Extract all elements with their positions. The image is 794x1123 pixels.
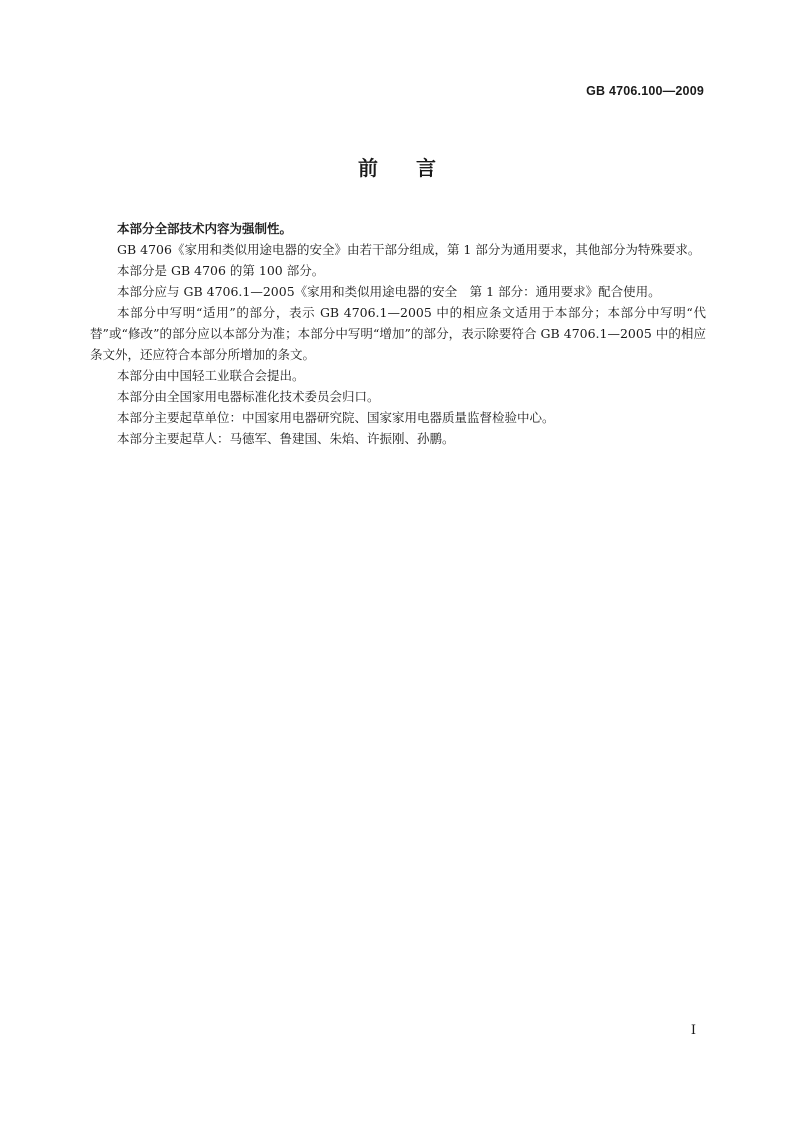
- paragraph-drafting-units: 本部分主要起草单位：中国家用电器研究院、国家家用电器质量监督检验中心。: [117, 410, 555, 425]
- paragraph-part-number: 本部分是 GB 4706 的第 100 部分。: [117, 263, 325, 278]
- document-body: [90, 218, 706, 449]
- standard-code: GB 4706.100—2009: [586, 84, 704, 98]
- paragraph-mandatory-statement: 本部分全部技术内容为强制性。: [117, 221, 293, 236]
- paragraph-composition: GB 4706《家用和类似用途电器的安全》由若干部分组成，第 1 部分为通用要求，其他部分为特殊要求。: [117, 242, 701, 257]
- paragraph-proposed-by: 本部分由中国轻工业联合会提出。: [117, 368, 305, 383]
- paragraph-drafters: 本部分主要起草人：马德军、鲁建国、朱焰、许振刚、孙鹏。: [117, 431, 455, 446]
- paragraph-centralized-by: 本部分由全国家用电器标准化技术委员会归口。: [117, 389, 380, 404]
- paragraph-use-with: 本部分应与 GB 4706.1—2005《家用和类似用途电器的安全 第 1 部分：通用要求》配合使用。: [117, 284, 661, 299]
- paragraph-applicability: 本部分中写明“适用”的部分，表示 GB 4706.1—2005 中的相应条文适用于本部分；本部分中写明“代替”或“修改”的部分应以本部分为准；本部分中写明“增加”的部分，表示除要符合 GB 4706.1—2005 中的相应条文外，还应符合本部分所增加的条文。: [90, 305, 706, 362]
- page-title: 前言: [358, 156, 474, 180]
- page-number: I: [690, 1023, 696, 1038]
